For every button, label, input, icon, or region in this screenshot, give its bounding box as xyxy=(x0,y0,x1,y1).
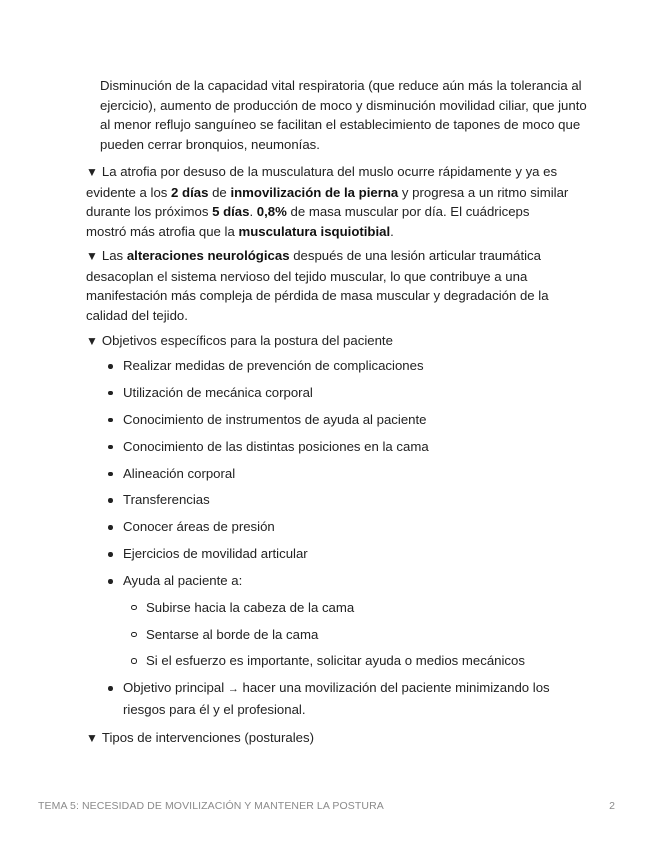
respiratory-paragraph: Disminución de la capacidad vital respiratoria (que reduce aún más la tolerancia al ejercicio), aumento de producción de moco y disminución movilidad ciliar, que junto al menor reflujo sanguíneo se facilitan el establecimiento de tapones de moco que pueden cerrar bronquios, neumonías. xyxy=(100,78,587,152)
atrophy-toggle[interactable] xyxy=(86,162,570,241)
list-item: Realizar medidas de prevención de complicaciones xyxy=(108,356,558,376)
atrophy-text-1: La atrofia por desuso de la musculatura del muslo ocurre rápidamente y ya es evidente a los xyxy=(86,164,558,200)
help-sublist xyxy=(131,598,558,671)
list-item-help xyxy=(108,571,558,671)
atrophy-text-4: . xyxy=(249,204,257,219)
atrophy-bold-days: 2 días xyxy=(171,184,209,200)
sublist-item: Subirse hacia la cabeza de la cama xyxy=(131,598,558,618)
main-objective-text: hacer una movilización del paciente minimizando los riesgos para él y el profesional. xyxy=(123,680,550,717)
toggle-triangle-icon[interactable]: ▼ xyxy=(86,249,98,263)
list-item: Conocimiento de instrumentos de ayuda al paciente xyxy=(108,410,558,430)
neuro-bold: alteraciones neurológicas xyxy=(126,248,290,263)
list-item: Transferencias xyxy=(108,490,558,510)
sublist-item: Sentarse al borde de la cama xyxy=(131,625,558,645)
neuro-text-1: Las xyxy=(101,248,127,263)
main-objective-label: Objetivo principal xyxy=(123,680,228,696)
neuro-toggle[interactable] xyxy=(86,246,570,325)
interventions-heading: Tipos de intervenciones (posturales) xyxy=(101,730,314,745)
help-label: Ayuda al paciente a: xyxy=(123,573,243,589)
atrophy-bold-percent: 0,8% xyxy=(256,204,287,219)
footer-title: TEMA 5: NECESIDAD DE MOVILIZACIÓN Y MANTENER LA POSTURA xyxy=(38,800,384,812)
list-item: Ejercicios de movilidad articular xyxy=(108,544,558,564)
interventions-toggle[interactable] xyxy=(86,728,570,749)
objectives-list xyxy=(108,356,558,727)
list-item: Conocimiento de las distintas posiciones en la cama xyxy=(108,437,558,457)
sublist-item: Si el esfuerzo es importante, solicitar ayuda o medios mecánicos xyxy=(131,651,558,671)
atrophy-bold-immobilization: inmovilización de la pierna xyxy=(230,184,399,200)
atrophy-text-5: de masa muscular por día. El cuádriceps mostró más atrofia que la xyxy=(86,204,530,239)
objectives-heading: Objetivos específicos para la postura del paciente xyxy=(101,333,393,348)
atrophy-text-2: de xyxy=(208,184,231,200)
atrophy-bold-five-days: 5 días xyxy=(212,204,250,219)
atrophy-text-6: . xyxy=(390,223,394,239)
toggle-triangle-icon[interactable]: ▼ xyxy=(86,165,98,179)
atrophy-bold-hamstring: musculatura isquiotibial xyxy=(238,223,391,239)
objectives-toggle[interactable] xyxy=(86,331,570,352)
atrophy-text-3: y progresa a un ritmo similar durante los próximos xyxy=(86,184,569,219)
page-number: 2 xyxy=(609,800,615,812)
list-item-main-objective xyxy=(108,678,558,719)
toggle-triangle-icon[interactable]: ▼ xyxy=(86,731,98,745)
list-item: Utilización de mecánica corporal xyxy=(108,383,558,403)
neuro-text-2: después de una lesión articular traumática desacoplan el sistema nervioso del tejido muscular, lo que contribuye a una manifestación más compleja de pérdida de masa muscular y degradación de la calidad del tejido. xyxy=(86,248,549,323)
list-item: Conocer áreas de presión xyxy=(108,517,558,537)
arrow-right-icon: → xyxy=(227,683,239,696)
toggle-triangle-icon[interactable]: ▼ xyxy=(86,334,98,348)
list-item: Alineación corporal xyxy=(108,464,558,484)
